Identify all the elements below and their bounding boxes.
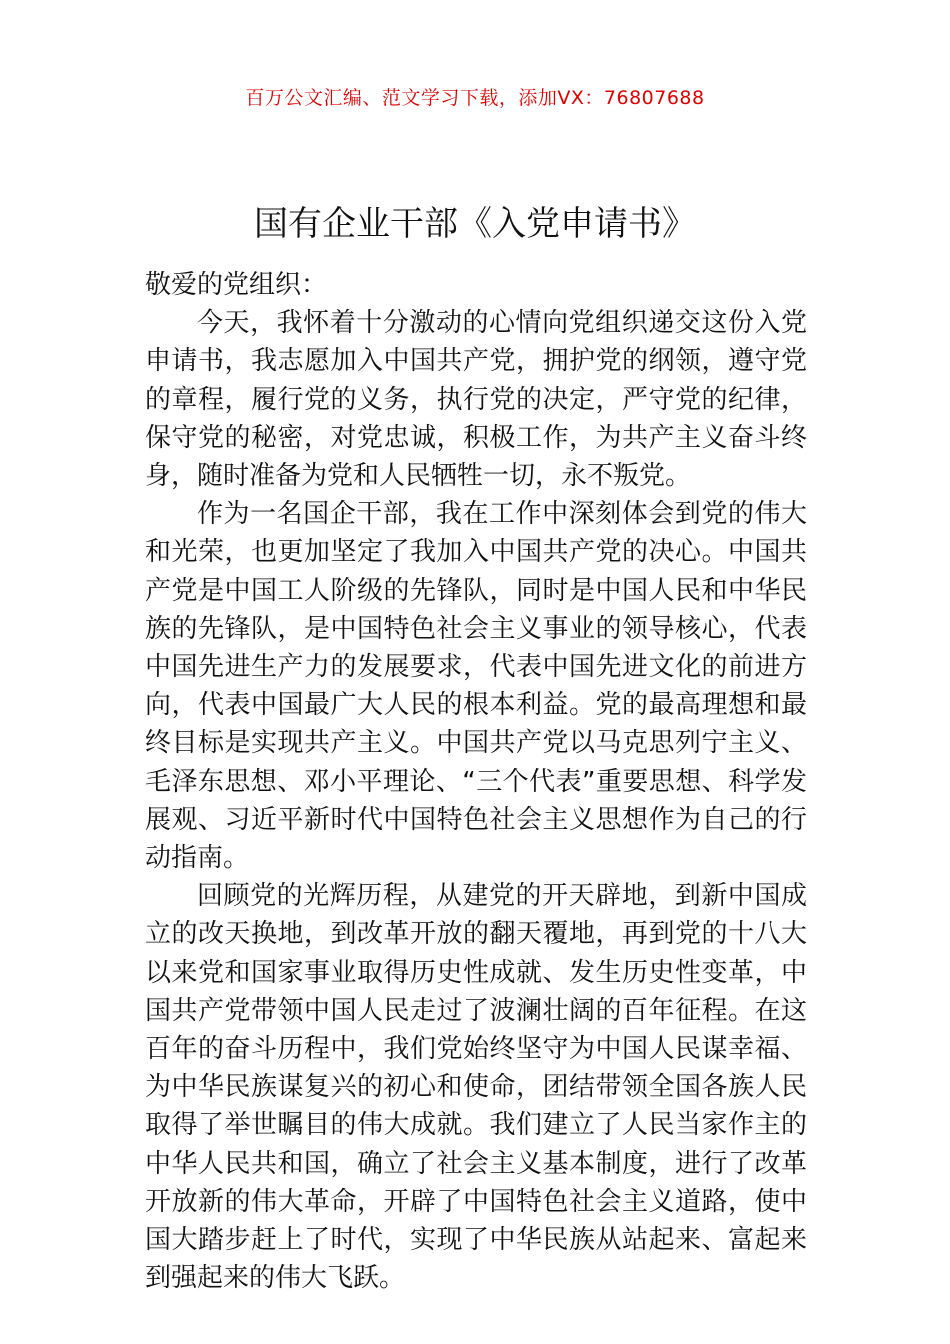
paragraph-2: 作为一名国企干部，我在工作中深刻体会到党的伟大和光荣，也更加坚定了我加入中国共产党的决心。中国共产党是中国工人阶级的先锋队，同时是中国人民和中华民族的先锋队，是中国特色社会主义事业的领导核心，代表中国先进生产力的发展要求，代表中国先进文化的前进方向，代表中国最广大人民的根本利益。党的最高理想和最终目标是实现共产主义。中国共产党以马克思列宁主义、毛泽东思想、邓小平理论、“三个代表”重要思想、科学发展观、习近平新时代中国特色社会主义思想作为自己的行动指南。 <box>145 499 807 874</box>
paragraph-3: 回顾党的光辉历程，从建党的开天辟地，到新中国成立的改天换地，到改革开放的翻天覆地，再到党的十八大以来党和国家事业取得历史性成就、发生历史性变革，中国共产党带领中国人民走过了波澜壮阔的百年征程。在这百年的奋斗历程中，我们党始终坚守为中国人民谋幸福、为中华民族谋复兴的初心和使命，团结带领全国各族人民取得了举世瞩目的伟大成就。我们建立了人民当家作主的中华人民共和国，确立了社会主义基本制度，进行了改革开放新的伟大革命，开辟了中国特色社会主义道路，使中国大踏步赶上了时代，实现了中华民族从站起来、富起来到强起来的伟大飞跃。 <box>145 881 807 1294</box>
paragraph-1: 今天，我怀着十分激动的心情向党组织递交这份入党申请书，我志愿加入中国共产党，拥护党的纲领，遵守党的章程，履行党的义务，执行党的决定，严守党的纪律，保守党的秘密，对党忠诚，积极工作，为共产主义奋斗终身，随时准备为党和人民牺牲一切，永不叛党。 <box>145 308 807 492</box>
document-body <box>145 266 807 1297</box>
header-note: 百万公文汇编、范文学习下载，添加VX：76807688 <box>245 87 705 109</box>
document-title: 国有企业干部《入党申请书》 <box>254 203 696 244</box>
salutation: 敬爱的党组织： <box>145 270 328 300</box>
